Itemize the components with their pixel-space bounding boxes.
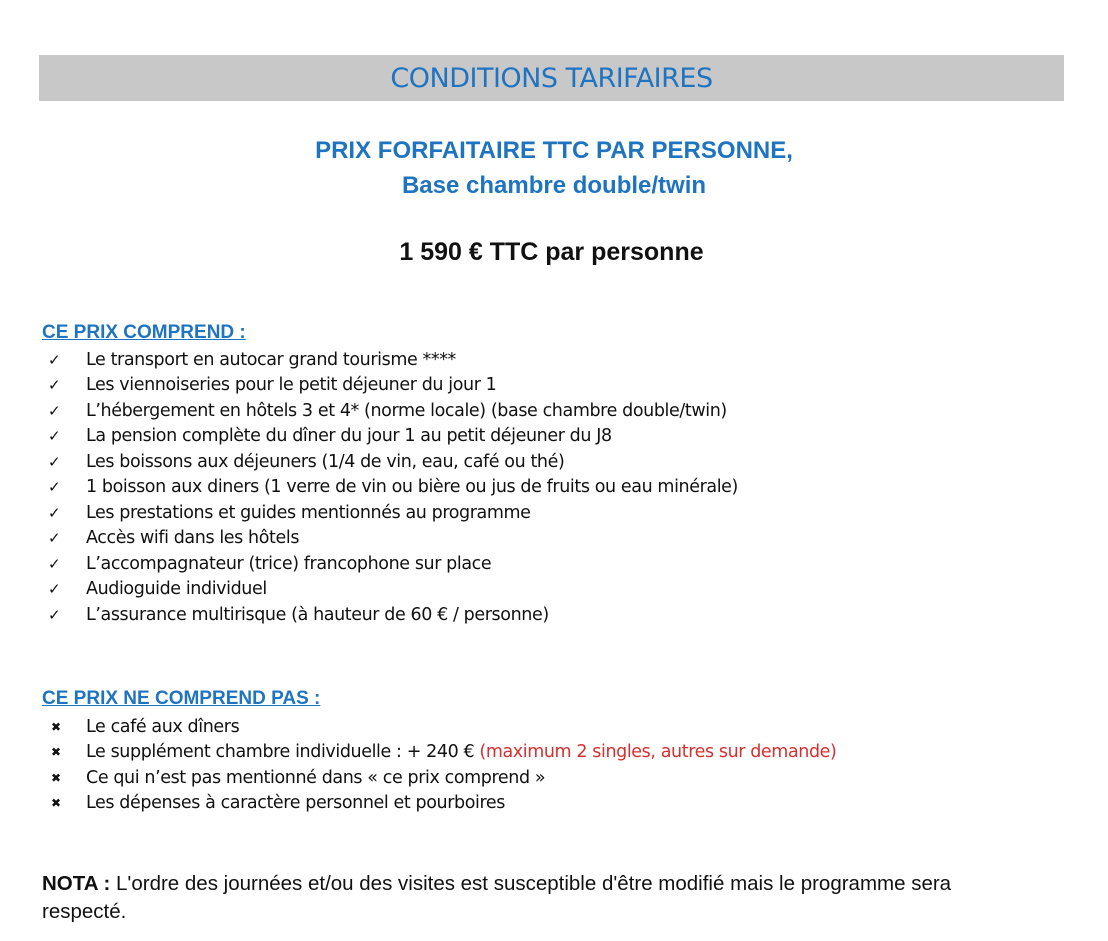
check-icon: ✓ (48, 529, 61, 548)
check-icon: ✓ (48, 452, 61, 471)
pricing-heading-line2: Base chambre double/twin (401, 172, 707, 199)
included-item (42, 551, 738, 577)
check-icon: ✓ (48, 427, 61, 446)
included-item-text: Les viennoiseries pour le petit déjeuner du jour 1 (86, 375, 497, 396)
included-item (42, 602, 738, 628)
included-item-text: La pension complète du dîner du jour 1 au petit déjeuner du J8 (86, 426, 612, 447)
cross-icon: ✖ (51, 770, 61, 785)
excluded-list (42, 714, 836, 816)
included-item (42, 500, 738, 526)
included-item (42, 526, 738, 552)
included-item (42, 373, 738, 399)
included-item (42, 475, 738, 501)
cross-icon: ✖ (51, 796, 61, 811)
included-item-text: Le transport en autocar grand tourisme **** (86, 349, 456, 370)
check-icon: ✓ (48, 605, 61, 624)
excluded-item-text: Ce qui n’est pas mentionné dans « ce prix comprend » (86, 767, 546, 788)
included-item-text: Les boissons aux déjeuners (1/4 de vin, eau, café ou thé) (86, 451, 565, 472)
nota-label: NOTA : (42, 872, 111, 895)
nota-paragraph (42, 870, 1002, 926)
check-icon: ✓ (48, 376, 61, 395)
included-item (42, 424, 738, 450)
excluded-item-note: (maximum 2 singles, autres sur demande) (479, 742, 837, 763)
cross-icon: ✖ (51, 745, 61, 760)
included-item-text: L’accompagnateur (trice) francophone sur place (86, 553, 492, 574)
included-item (42, 449, 738, 475)
excluded-item-text: Le supplément chambre individuelle : + 240 € (86, 742, 480, 763)
nota-text: L'ordre des journées et/ou des visites est susceptible d'être modifié mais le programme sera respecté. (42, 872, 952, 923)
excluded-item-text: Le café aux dîners (86, 716, 240, 737)
check-icon: ✓ (48, 401, 61, 420)
excluded-item-text: Les dépenses à caractère personnel et pourboires (86, 793, 505, 814)
check-icon: ✓ (48, 580, 61, 599)
included-item-text: Les prestations et guides mentionnés au programme (86, 502, 531, 523)
included-item-text: L’hébergement en hôtels 3 et 4* (norme locale) (base chambre double/twin) (86, 400, 727, 421)
cross-icon: ✖ (51, 719, 61, 734)
included-item (42, 347, 738, 373)
excluded-item (42, 791, 836, 817)
excluded-section-title: CE PRIX NE COMPREND PAS : (42, 688, 321, 709)
excluded-item (42, 740, 836, 766)
check-icon: ✓ (48, 503, 61, 522)
page-title: CONDITIONS TARIFAIRES (390, 62, 713, 94)
included-section-title: CE PRIX COMPREND : (42, 322, 246, 343)
pricing-heading-line1: PRIX FORFAITAIRE TTC PAR PERSONNE, (315, 137, 793, 164)
price-text: 1 590 € TTC par personne (399, 238, 704, 266)
included-item (42, 398, 738, 424)
included-item-text: Audioguide individuel (86, 579, 267, 600)
excluded-item (42, 765, 836, 791)
title-banner (39, 55, 1064, 101)
included-item-text: Accès wifi dans les hôtels (86, 528, 300, 549)
included-item-text: 1 boisson aux diners (1 verre de vin ou bière ou jus de fruits ou eau minérale) (86, 477, 738, 498)
included-list (42, 347, 738, 628)
excluded-item (42, 714, 836, 740)
included-item (42, 577, 738, 603)
included-item-text: L’assurance multirisque (à hauteur de 60 € / personne) (86, 604, 549, 625)
check-icon: ✓ (48, 478, 61, 497)
check-icon: ✓ (48, 554, 61, 573)
check-icon: ✓ (48, 350, 61, 369)
